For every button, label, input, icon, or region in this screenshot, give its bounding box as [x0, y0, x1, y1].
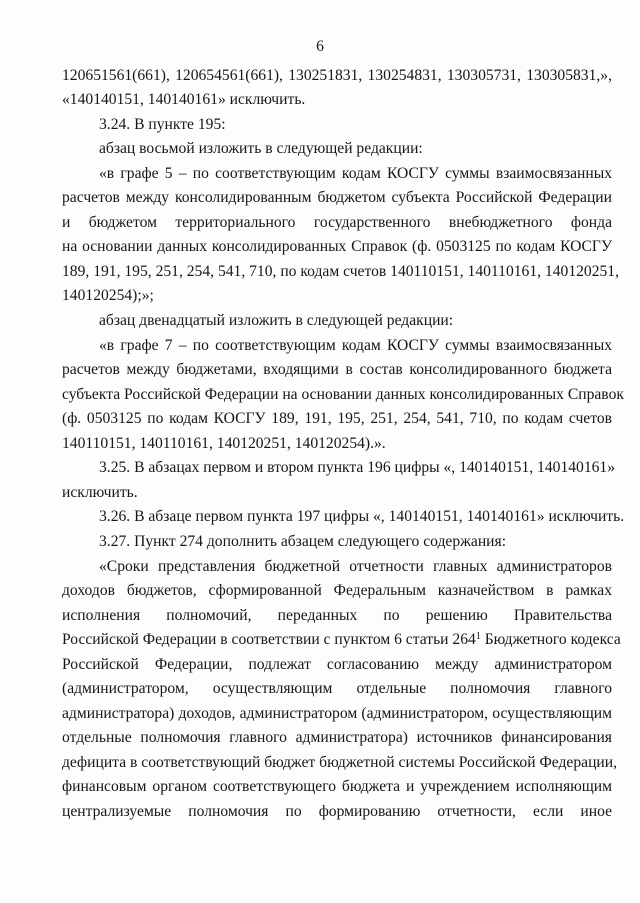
text-line: «в графе 5 – по соответствующим кодам КОСГУ суммы взаимосвязанных: [99, 165, 612, 182]
text-line: 3.25. В абзацах первом и втором пункта 196 цифры «, 140140151, 140140161»: [99, 459, 616, 476]
text-line: 120651561(661), 120654561(661), 130251831, 130254831, 130305731, 130305831,»,: [62, 67, 612, 84]
text-line: расчетов между бюджетами, входящими в состав консолидированного бюджета: [62, 361, 612, 378]
text-line: централизуемые полномочия по формированию отчетности, если иное: [62, 803, 612, 820]
text-line: [62, 628, 621, 652]
text-line: 140110151, 140110161, 140120251, 140120254).».: [62, 435, 386, 452]
text-line: (ф. 0503125 по кодам КОСГУ 189, 191, 195, 251, 254, 541, 710, по кодам счетов: [62, 410, 612, 427]
text-line: расчетов между консолидированным бюджетом субъекта Российской Федерации: [62, 189, 612, 206]
text-line: «140140151, 140140161» исключить.: [62, 91, 306, 108]
text-line: 3.24. В пункте 195:: [99, 116, 226, 133]
superscript: 1: [475, 631, 481, 642]
text-line: исключить.: [62, 484, 138, 501]
text-line: абзац восьмой изложить в следующей редакции:: [99, 140, 423, 157]
text-line: 140120254);»;: [62, 287, 154, 304]
page-number: 6: [316, 38, 324, 55]
text-line: доходов бюджетов, сформированной Федеральным казначейством в рамках: [62, 582, 612, 599]
text-line: «Сроки представления бюджетной отчетности главных администраторов: [99, 558, 612, 575]
text-line: субъекта Российской Федерации на основании данных консолидированных Справок: [62, 386, 624, 403]
text-line: «в графе 7 – по соответствующим кодам КОСГУ суммы взаимосвязанных: [99, 337, 612, 354]
text-line: 3.27. Пункт 274 дополнить абзацем следующего содержания:: [99, 533, 507, 550]
text-line: (администратором, осуществляющим отдельные полномочия главного: [62, 680, 612, 697]
text-line: исполнения полномочий, переданных по решению Правительства: [62, 607, 612, 624]
text-line: дефицита в соответствующий бюджет бюджетной системы Российской Федерации,: [62, 754, 618, 771]
text-line: на основании данных консолидированных Справок (ф. 0503125 по кодам КОСГУ: [62, 238, 612, 255]
text-line: администратора) доходов, администратором (администратором, осуществляющим: [62, 705, 612, 722]
text-line: и бюджетом территориального государственного внебюджетного фонда: [62, 214, 612, 231]
text-line: 3.26. В абзаце первом пункта 197 цифры «, 140140151, 140140161» исключить.: [99, 508, 625, 525]
text-line: отдельные полномочия главного администратора) источников финансирования: [62, 729, 612, 746]
text-line: Российской Федерации, подлежат согласованию между администратором: [62, 656, 612, 673]
text-line: 189, 191, 195, 251, 254, 541, 710, по кодам счетов 140110151, 140110161, 140120251,: [62, 263, 619, 280]
text-line: финансовым органом соответствующего бюджета и учреждением исполняющим: [62, 778, 612, 795]
text-segment: Российской Федерации в соответствии с пунктом 6 статьи 264: [62, 631, 476, 648]
text-line: абзац двенадцатый изложить в следующей редакции:: [99, 312, 454, 329]
text-segment: Бюджетного кодекса: [480, 631, 621, 648]
